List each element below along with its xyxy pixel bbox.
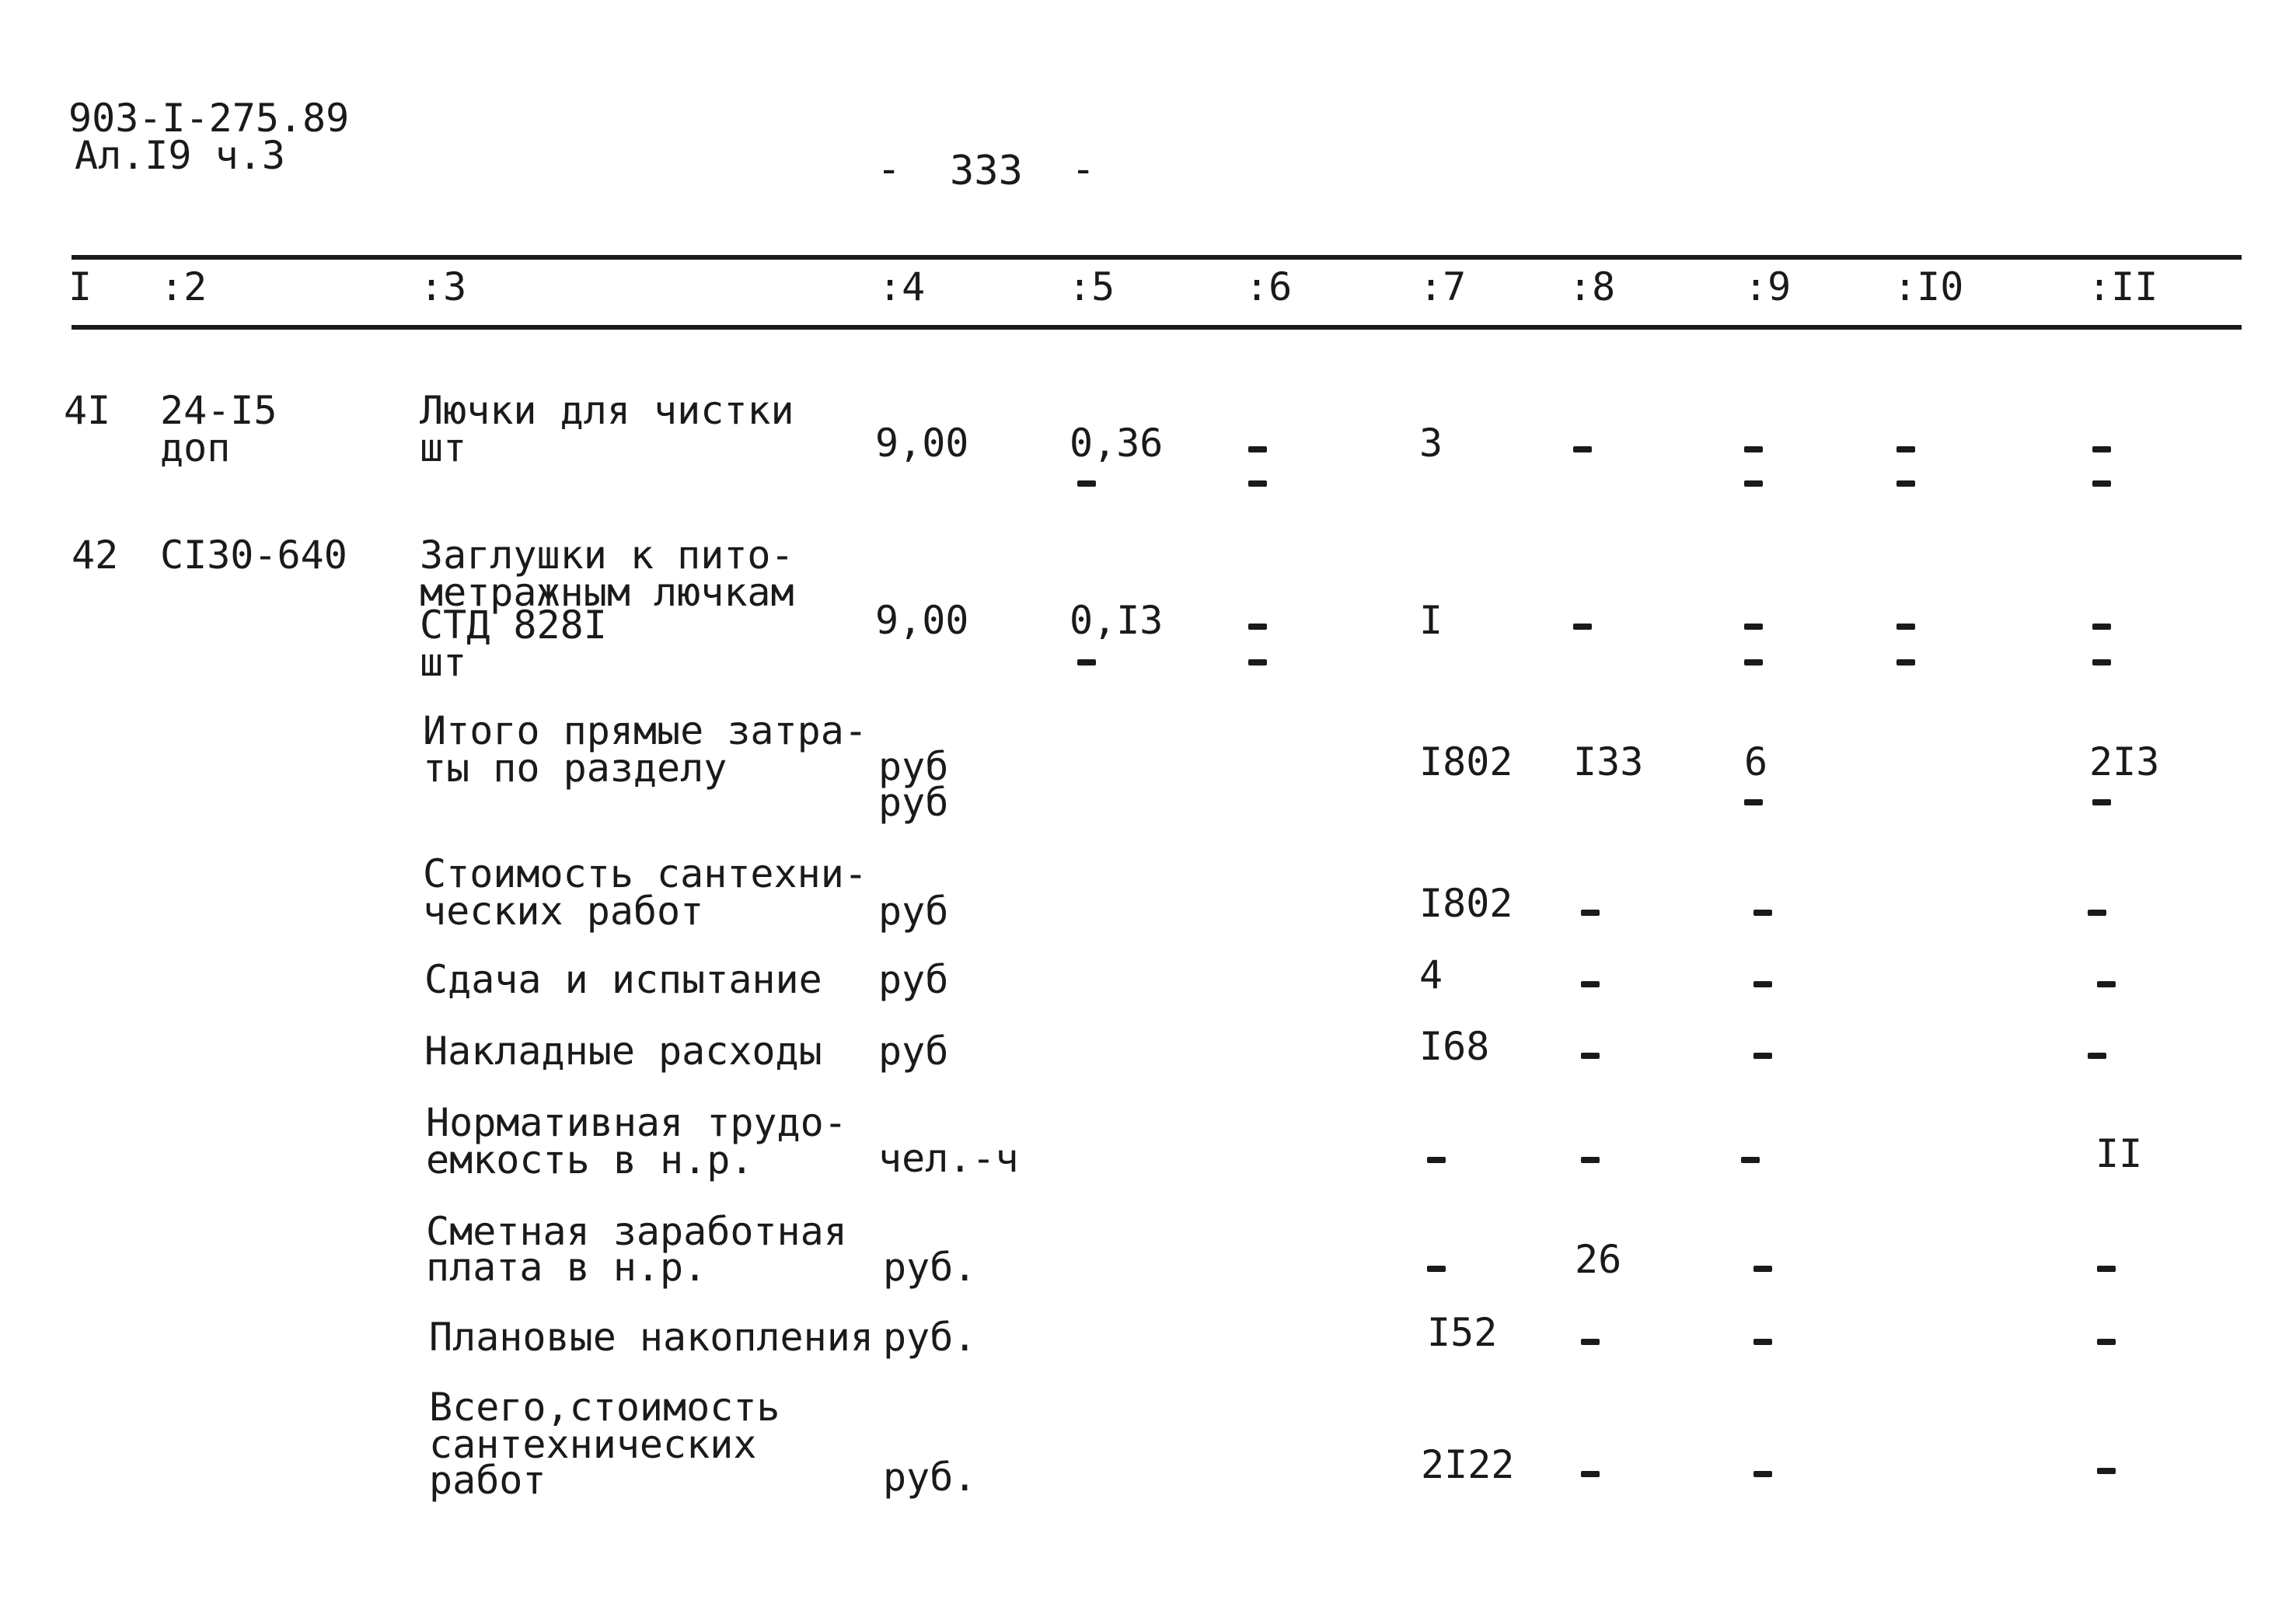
album-reference: Ал.I9 ч.3 — [75, 133, 285, 178]
summary-overhead-unit: руб — [878, 1029, 949, 1074]
summary-planned-savings-col11-dash — [2097, 1339, 2116, 1345]
column-header-9: :9 — [1744, 264, 1792, 309]
row-41-price: 9,00 — [875, 421, 969, 466]
summary-wage-col9-dash — [1753, 1266, 1772, 1272]
summary-plumbing-cost-col11-dash — [2088, 910, 2106, 916]
column-header-3: :3 — [420, 264, 467, 309]
row-42-col9-dash-2 — [1744, 659, 1763, 666]
summary-labor-norm-col9-dash — [1741, 1157, 1760, 1163]
column-header-5: :5 — [1068, 264, 1115, 309]
summary-total-direct-col8: I33 — [1573, 739, 1644, 784]
summary-grand-total-col8-dash — [1581, 1471, 1600, 1477]
row-42-desc-line1: Заглушки к пито- — [420, 533, 794, 578]
summary-acceptance-desc: Сдача и испытание — [424, 957, 822, 1002]
row-42-col10-dash-2 — [1896, 659, 1915, 666]
row-42-col5: 0,I3 — [1069, 598, 1164, 643]
row-41-col5-dash — [1077, 480, 1096, 487]
summary-plumbing-cost-desc-2: ческих работ — [423, 889, 704, 934]
summary-planned-savings-col8-dash — [1581, 1339, 1600, 1345]
row-42-col10-dash-1 — [1896, 624, 1915, 630]
row-42-col7: I — [1419, 598, 1443, 643]
page-number: 333 — [950, 148, 1023, 194]
row-41-col9-dash-1 — [1744, 446, 1763, 452]
row-41-col10-dash-1 — [1896, 446, 1915, 452]
summary-labor-norm-col11: II — [2095, 1131, 2143, 1176]
page-dash-left: - — [877, 146, 902, 193]
column-header-1: I — [68, 264, 92, 309]
row-42-desc-line2: метражным лючкам — [420, 570, 794, 615]
column-header-8: :8 — [1568, 264, 1616, 309]
summary-planned-savings-desc: Плановые накопления — [429, 1315, 874, 1360]
row-42-code: CI30-640 — [160, 533, 347, 578]
summary-grand-total-desc-3: работ — [429, 1458, 546, 1503]
column-header-11: :II — [2088, 264, 2158, 309]
summary-acceptance-col8-dash — [1581, 981, 1600, 987]
row-42-col9-dash-1 — [1744, 624, 1763, 630]
summary-planned-savings-col7: I52 — [1427, 1310, 1498, 1355]
summary-overhead-col8-dash — [1581, 1053, 1600, 1059]
summary-wage-col8: 26 — [1575, 1237, 1622, 1282]
summary-wage-col7-dash — [1427, 1266, 1446, 1272]
row-41-number: 4I — [64, 388, 111, 433]
summary-labor-norm-col8-dash — [1581, 1157, 1600, 1163]
row-42-col11-dash-1 — [2092, 624, 2111, 630]
summary-plumbing-cost-col9-dash — [1753, 910, 1772, 916]
summary-total-direct-col11-dash — [2092, 799, 2111, 805]
summary-plumbing-cost-desc-1: Стоимость сантехни- — [423, 851, 867, 896]
row-42-number: 42 — [72, 533, 119, 578]
column-header-7: :7 — [1419, 264, 1467, 309]
row-41-col8-dash — [1573, 446, 1592, 452]
summary-overhead-col7: I68 — [1419, 1024, 1490, 1069]
summary-wage-col11-dash — [2097, 1266, 2116, 1272]
summary-total-direct-unit-1: руб — [878, 744, 949, 789]
row-41-col11-dash-2 — [2092, 480, 2111, 487]
row-41-col7: 3 — [1419, 421, 1443, 466]
summary-labor-norm-col7-dash — [1427, 1157, 1446, 1163]
summary-plumbing-cost-col8-dash — [1581, 910, 1600, 916]
summary-total-direct-desc-2: ты по разделу — [423, 746, 728, 791]
table-top-rule — [72, 255, 2242, 260]
summary-acceptance-unit: руб — [878, 957, 949, 1002]
row-42-col8-dash — [1573, 624, 1592, 630]
row-42-col6-dash-2 — [1248, 659, 1267, 666]
row-41-code: 24-I5 — [160, 388, 277, 433]
table-header-rule — [72, 325, 2242, 330]
summary-acceptance-col9-dash — [1753, 981, 1772, 987]
summary-planned-savings-unit: руб. — [883, 1315, 977, 1360]
column-header-10: :I0 — [1893, 264, 1964, 309]
row-41-desc-line2: шт — [420, 425, 467, 470]
summary-acceptance-col7: 4 — [1419, 952, 1443, 997]
row-41-col6-dash-1 — [1248, 446, 1267, 452]
summary-grand-total-col7: 2I22 — [1421, 1442, 1515, 1487]
row-42-col6-dash-1 — [1248, 624, 1267, 630]
summary-total-direct-col11: 2I3 — [2089, 739, 2160, 784]
column-header-6: :6 — [1245, 264, 1293, 309]
summary-labor-norm-unit: чел.-ч — [878, 1136, 1019, 1181]
row-41-col9-dash-2 — [1744, 480, 1763, 487]
summary-total-direct-col9-dash — [1744, 799, 1763, 805]
row-42-col11-dash-2 — [2092, 659, 2111, 666]
page-dash-right: - — [1071, 146, 1096, 193]
column-header-4: :4 — [878, 264, 926, 309]
summary-labor-norm-desc-1: Нормативная трудо- — [426, 1100, 847, 1145]
summary-grand-total-col9-dash — [1753, 1471, 1772, 1477]
row-41-col5: 0,36 — [1069, 421, 1164, 466]
summary-total-direct-col7: I802 — [1419, 739, 1513, 784]
summary-plumbing-cost-col7: I802 — [1419, 881, 1513, 926]
row-42-col5-dash — [1077, 659, 1096, 666]
summary-overhead-col9-dash — [1753, 1053, 1772, 1059]
column-header-2: :2 — [160, 264, 208, 309]
row-42-desc-line4: шт — [420, 640, 467, 685]
row-42-price: 9,00 — [875, 598, 969, 643]
summary-total-direct-col9: 6 — [1744, 739, 1768, 784]
summary-planned-savings-col9-dash — [1753, 1339, 1772, 1345]
summary-plumbing-cost-unit: руб — [878, 889, 949, 934]
summary-grand-total-unit: руб. — [883, 1455, 977, 1500]
summary-wage-unit: руб. — [883, 1245, 977, 1290]
summary-acceptance-col11-dash — [2097, 981, 2116, 987]
summary-grand-total-desc-2: сантехнических — [429, 1422, 757, 1467]
summary-wage-desc-1: Сметная заработная — [426, 1209, 847, 1254]
summary-grand-total-desc-1: Всего,стоимость — [429, 1385, 780, 1430]
summary-overhead-col11-dash — [2088, 1053, 2106, 1059]
row-41-col6-dash-2 — [1248, 480, 1267, 487]
summary-total-direct-desc-1: Итого прямые затра- — [423, 708, 867, 753]
row-41-col10-dash-2 — [1896, 480, 1915, 487]
summary-overhead-desc: Накладные расходы — [424, 1029, 822, 1074]
summary-wage-desc-2: плата в н.р. — [426, 1245, 707, 1290]
row-41-col11-dash-1 — [2092, 446, 2111, 452]
row-41-desc-line1: Лючки для чистки — [420, 388, 794, 433]
summary-labor-norm-desc-2: емкость в н.р. — [426, 1137, 754, 1183]
document-code: 903-I-275.89 — [68, 96, 350, 141]
summary-grand-total-col11-dash — [2097, 1468, 2116, 1474]
row-41-code-sub: доп — [160, 425, 231, 470]
row-42-desc-line3: СТД 828I — [420, 603, 607, 648]
summary-total-direct-unit-2: руб — [878, 780, 949, 825]
